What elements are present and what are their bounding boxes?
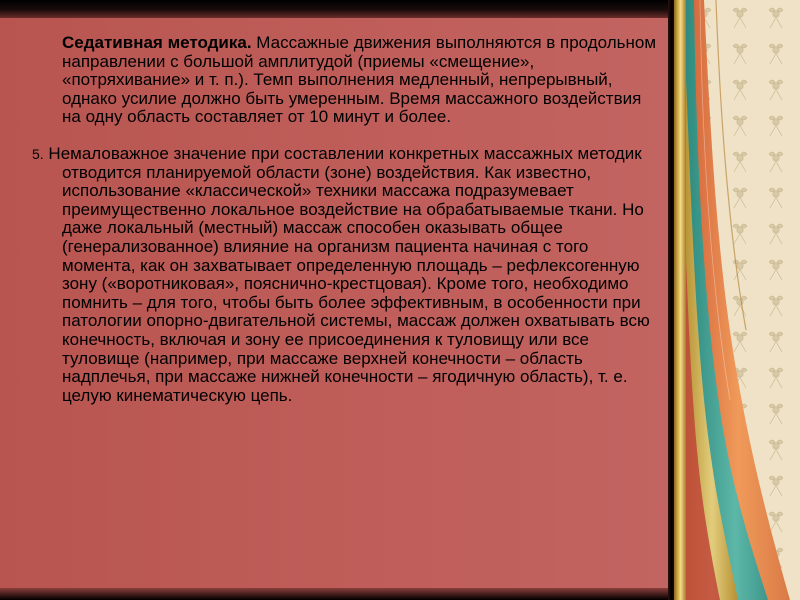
paragraph-point-5 [32,145,664,405]
floral-pattern-icon [686,0,800,600]
divider-gold [674,0,686,600]
paragraph-sedative-method [32,34,664,127]
list-number: 5. [32,145,44,162]
paragraph-body: Массажные движения выполняются в продольном направлении с большой амплитудой (приемы «смещение», «потряхивание» и т. п.). Темп выполнения медленный, непрерывный, однако усилие должно быть умеренным. Время массажного воздействия на одну область составляет от 10 минут и более. [62,33,657,127]
bottom-border [0,588,686,600]
paragraph-body: Немаловажное значение при составлении конкретных массажных методик отводится планируемой области (зоне) воздействия. Как известно, использование «классической» техники массажа подразумевает преимущественно локальное воздействие на обрабатываемые ткани. Но даже локальный (местный) массаж способен оказывать общее (генерализованное) влияние на организм пациента начиная с того момента, как он захватывает определенную площадь – рефлексогенную зону («воротниковая», пояснично-крестцовая). Кроме того, необходимо помнить – для того, чтобы быть более эффективным, в особенности при патологии опорно-двигательной системы, массаж должен охватывать всю конечность, включая и зону ее присоединения к туловищу или все туловище (например, при массаже верхней конечности – область надплечья, при массаже нижней конечности – ягодичную область), т. е. целую кинематическую цепь. [43,143,650,405]
paragraph-heading: Седативная методика. [62,33,252,52]
slide-text [32,34,664,405]
